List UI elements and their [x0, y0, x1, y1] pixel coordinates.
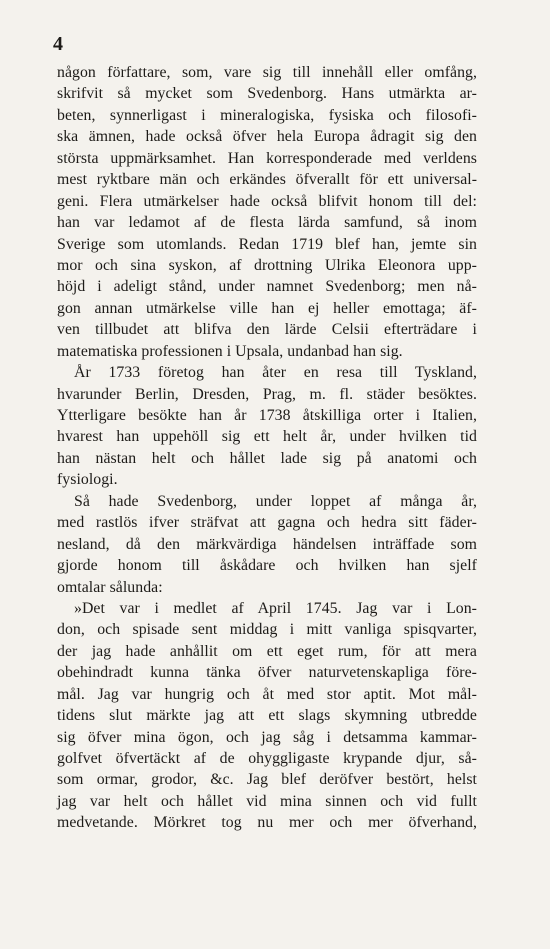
text-line: mest ryktbare män och erkändes öfverallt för ett universal- [57, 171, 477, 189]
text-line: hvarest han uppehöll sig ett helt år, under hvilken tid [57, 428, 477, 446]
text-line: som ormar, grodor, &c. Jag blef deröfver bestört, helst [57, 771, 477, 789]
text-line: matematiska professionen i Upsala, undanbad han sig. [57, 342, 403, 360]
text-line: der jag hade anhållit om ett eget rum, för att mera [57, 642, 477, 660]
text-line: Så hade Svedenborg, under loppet af många år, [74, 492, 477, 510]
text-line: jag var helt och hållet vid mina sinnen och vid fullt [57, 792, 477, 810]
text-line: »Det var i medlet af April 1745. Jag var i Lon- [74, 599, 477, 617]
text-line: mor och sina syskon, af drottning Ulrika Eleonora upp- [57, 256, 477, 274]
text-line: geni. Flera utmärkelser hade också blifvit honom till del: [57, 192, 477, 210]
text-line: ven tillbudet att blifva den lärde Celsii efterträdare i [57, 321, 477, 339]
text-line: största uppmärksamhet. Han korresponderade med verldens [57, 149, 477, 167]
text-line: gon annan utmärkelse ville han ej heller emottaga; äf- [57, 299, 477, 317]
text-line: någon författare, som, vare sig till innehåll eller omfång, [57, 64, 477, 81]
text-line: don, och spisade sent middag i mitt vanliga spisqvarter, [57, 621, 477, 639]
text-line: medvetande. Mörkret tog nu mer och mer öfverhand, [57, 814, 477, 832]
text-line: han nästan helt och hållet lade sig på anatomi och [57, 449, 477, 467]
text-line: fysiologi. [57, 471, 118, 489]
text-line: skrifvit så mycket som Svedenborg. Hans utmärkta ar- [57, 85, 477, 103]
text-line: nesland, då den märkvärdiga händelsen inträffade som [57, 535, 477, 553]
text-line: gjorde honom till åskådare och hvilken han sjelf [57, 557, 477, 575]
text-line: med rastlös ifver sträfvat att gagna och hedra sitt fäder- [57, 514, 477, 532]
page-number: 4 [53, 33, 63, 55]
text-line: År 1733 företog han åter en resa till Tyskland, [74, 364, 477, 382]
text-line: höjd i adeligt stånd, under namnet Svedenborg; men nå- [57, 278, 477, 296]
body-text [57, 62, 477, 834]
text-line: sig öfver mina ögon, och jag såg i detsamma kammar- [57, 728, 477, 746]
text-line: obehindradt kunna tänka öfver naturvetenskapliga före- [57, 664, 477, 682]
text-line: han var ledamot af de flesta lärda samfund, så inom [57, 214, 477, 232]
text-line: golfvet öfvertäckt af de ohyggligaste krypande djur, så- [57, 750, 477, 767]
text-line: hvarunder Berlin, Dresden, Prag, m. fl. städer besöktes. [57, 385, 477, 403]
text-line: Ytterligare besökte han år 1738 åtskilliga orter i Italien, [57, 407, 477, 424]
text-line: beten, synnerligast i mineralogiska, fysiska och filosofi- [57, 106, 477, 124]
text-line: tidens slut märkte jag att ett slags skymning utbredde [57, 707, 477, 725]
text-line: Sverige som utomlands. Redan 1719 blef han, jemte sin [57, 235, 477, 253]
text-line: mål. Jag var hungrig och åt med stor aptit. Mot mål- [57, 685, 477, 703]
text-line: omtalar sålunda: [57, 578, 163, 596]
text-line: ska ämnen, hade också öfver hela Europa ådragit sig den [57, 128, 477, 146]
